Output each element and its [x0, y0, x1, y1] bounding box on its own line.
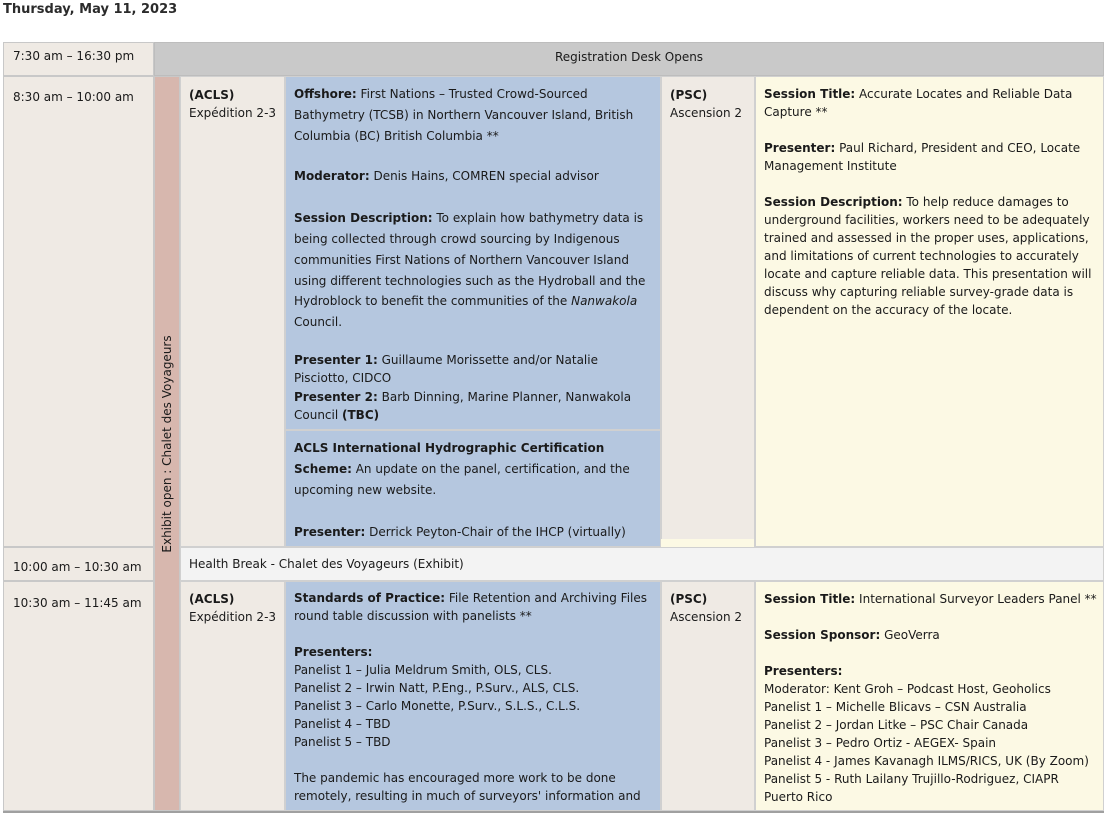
association-tag: (PSC) [670, 88, 708, 102]
session-cell-offshore [285, 76, 661, 430]
session-title: International Surveyor Leaders Panel ** [855, 592, 1097, 606]
session-label: Offshore: [294, 87, 357, 101]
room-cell-acls-block1 [180, 76, 285, 547]
moderator-label: Moderator: [294, 169, 370, 184]
sponsor-label: Session Sponsor: [764, 628, 881, 642]
presenters-label: Presenters: [764, 664, 843, 678]
panelist-item: Panelist 5 - Ruth Lailany Trujillo-Rodriguez, CIAPR Puerto Rico [764, 772, 1059, 804]
sponsor-name: GeoVerra [880, 628, 940, 642]
session-label: Standards of Practice: [294, 591, 446, 605]
session-title: File Retention and Archiving Files round table discussion with panelists ** [294, 591, 648, 623]
session-description: To explain how bathymetry data is being collected through crowd sourcing by Indigenous communities First Nations of Northern Vancouver Island using different technologies such as the Hydroball and the Hydroblock to benefit the communities of the [294, 211, 646, 309]
room-name: Expédition 2-3 [189, 610, 277, 624]
presenters-label: Presenters: [294, 645, 373, 659]
schedule-date: Thursday, May 11, 2023 [3, 2, 178, 17]
presenter-name: Paul Richard, President and CEO, Locate Management Institute [764, 141, 1081, 173]
session-title: First Nations – Trusted Crowd-Sourced Bathymetry (TCSB) in Northern Vancouver Island, British Columbia (BC) British Columbia ** [294, 87, 634, 143]
health-break-banner: Health Break - Chalet des Voyageurs (Exhibit) [180, 547, 1104, 581]
session-cell-accurate-locates [755, 76, 1104, 547]
room-name: Expédition 2-3 [189, 106, 277, 120]
room-name: Ascension 2 [670, 106, 743, 120]
session-description: To help reduce damages to underground facilities, workers need to be adequately trained and assessed in the proper uses, applications, and limitations of current technologies to accurately locate and capture reliable data. This presentation will discuss why capturing reliable survey-grade data is dependent on the accuracy of the locate. [764, 195, 1092, 317]
association-tag: (ACLS) [189, 592, 235, 606]
time-cell-block2: 10:30 am – 11:45 am [3, 581, 154, 811]
session-body-text: The pandemic has encouraged more work to be done remotely, resulting in much of surveyors' information and [294, 771, 641, 803]
time-cell-registration: 7:30 am – 16:30 pm [3, 42, 154, 76]
session-cell-leaders-panel [755, 581, 1104, 811]
registration-desk-banner: Registration Desk Opens [154, 42, 1104, 76]
association-tag: (PSC) [670, 592, 708, 606]
exhibit-column [154, 76, 180, 811]
room-cell-psc-block2 [661, 581, 755, 811]
association-tag: (ACLS) [189, 88, 235, 102]
room-cell-acls-block2 [180, 581, 285, 811]
presenter-name: Derrick Peyton-Chair of the IHCP (virtually) [365, 525, 626, 539]
exhibit-label: Exhibit open : Chalet des Voyageurs [160, 334, 174, 553]
session-cell-standards [285, 581, 661, 811]
presenter-label: Presenter: [764, 141, 836, 155]
council-name-italic: Nanwakola [571, 294, 638, 309]
panelist-item: Moderator: Kent Groh – Podcast Host, Geoholics [764, 682, 1051, 696]
panelist-item: Panelist 2 – Jordan Litke – PSC Chair Canada [764, 718, 1029, 732]
moderator-name: Denis Hains, COMREN special advisor [369, 169, 599, 184]
presenter1-name: Guillaume Morissette and/or Natalie Pisciotto, CIDCO [294, 352, 598, 386]
time-cell-block1: 8:30 am – 10:00 am [3, 76, 154, 547]
cell-highlight-strip [661, 539, 754, 547]
session-label: ACLS International Hydrographic Certification Scheme: [294, 441, 605, 476]
description-label: Session Description: [294, 211, 433, 226]
presenter-label: Presenter: [294, 525, 366, 539]
description-label: Session Description: [764, 195, 903, 209]
room-cell-psc-block1 [661, 76, 755, 547]
panelist-item: Panelist 2 – Irwin Natt, P.Eng., P.Surv., ALS, CLS. [294, 681, 580, 695]
time-cell-health-break: 10:00 am – 10:30 am [3, 547, 154, 581]
session-cell-ihcs [285, 430, 661, 547]
presenter1-label: Presenter 1: [294, 352, 378, 367]
panelist-item: Panelist 1 – Julia Meldrum Smith, OLS, CLS. [294, 663, 552, 677]
presenter2-name: Barb Dinning, Marine Planner, Nanwakola Council [294, 389, 632, 423]
table-bottom-border [3, 811, 1104, 813]
presenter2-tbc: (TBC) [342, 408, 380, 423]
panelist-item: Panelist 5 – TBD [294, 735, 391, 749]
session-title: Accurate Locates and Reliable Data Capture ** [764, 87, 1073, 119]
panelist-item: Panelist 3 – Carlo Monette, P.Surv., S.L.S., C.L.S. [294, 699, 581, 713]
council-word: Council. [294, 315, 343, 330]
panelist-item: Panelist 3 – Pedro Ortiz - AEGEX- Spain [764, 736, 997, 750]
session-label: Session Title: [764, 87, 856, 101]
room-name: Ascension 2 [670, 610, 743, 624]
session-title: An update on the panel, certification, and the upcoming new website. [294, 462, 630, 497]
panelist-item: Panelist 1 – Michelle Blicavs – CSN Australia [764, 700, 1027, 714]
panelist-item: Panelist 4 - James Kavanagh ILMS/RICS, UK (By Zoom) [764, 754, 1089, 768]
presenter2-label: Presenter 2: [294, 389, 378, 404]
panelist-item: Panelist 4 – TBD [294, 717, 391, 731]
session-label: Session Title: [764, 592, 856, 606]
